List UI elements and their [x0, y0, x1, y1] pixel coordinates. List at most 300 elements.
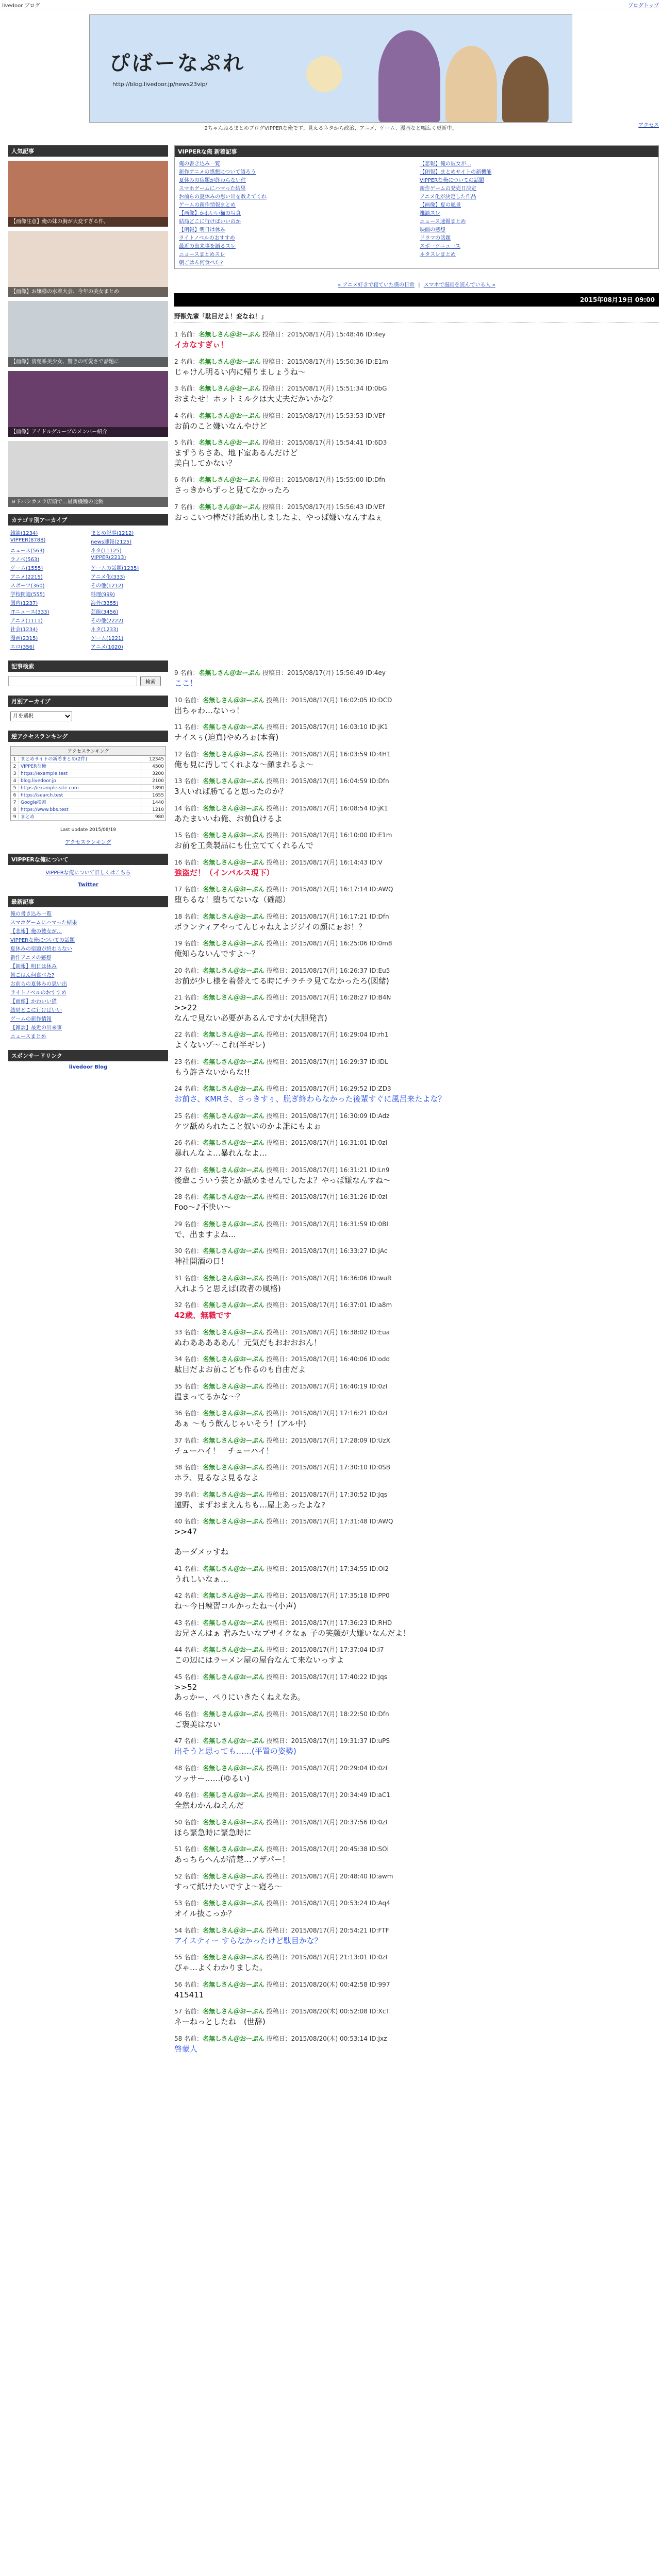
- site-header[interactable]: [89, 14, 572, 123]
- post: [174, 1490, 659, 1511]
- post-number: 28 名前：: [174, 1193, 203, 1200]
- rank-row[interactable]: [11, 792, 166, 799]
- post-number: 21 名前：: [174, 994, 203, 1001]
- post-number: 39 名前：: [174, 1490, 203, 1498]
- post-number: 56 名前：: [174, 1980, 203, 1988]
- post-body: >>22 なんで見ない必要があるんですか(大胆発言): [174, 1003, 327, 1023]
- post-header: [174, 1246, 659, 1255]
- post: [174, 1463, 659, 1483]
- poster-name: 名無しさん＠おーぷん: [203, 912, 264, 920]
- news-link[interactable]: ニュースまとめスレ: [179, 252, 225, 258]
- post-body: さっきからずっと見てなかったろ: [174, 485, 290, 495]
- archive-link[interactable]: 海外(3355): [91, 601, 119, 606]
- thumb-caption: 【画像注意】俺の妹の胸が大変すぎる件。: [8, 217, 168, 227]
- post-meta: 投稿日：2015/08/17(月) 16:08:54 ID:jK1: [264, 804, 388, 812]
- archive-link[interactable]: 社会(1234): [10, 627, 38, 633]
- archive-link[interactable]: ネタ(11125): [91, 548, 122, 554]
- post-meta: 投稿日：2015/08/17(月) 20:54:21 ID:FTF: [264, 1926, 389, 1934]
- post-meta: 投稿日：2015/08/17(月) 16:30:09 ID:Adz: [264, 1112, 390, 1120]
- popular-thumb[interactable]: [8, 371, 168, 437]
- post-meta: 投稿日：2015/08/17(月) 15:55:00 ID:Dfn: [260, 476, 385, 483]
- recent-article-link[interactable]: 朝ごはん何食べた?: [10, 973, 55, 978]
- archive-link[interactable]: その他(2222): [91, 618, 124, 624]
- post-meta: 投稿日：2015/08/17(月) 16:03:59 ID:4H1: [264, 750, 391, 758]
- post-body: >>52 あっかー、ぺりにいきたくねえなあ。: [174, 1682, 305, 1702]
- news-link[interactable]: スマホゲームにハマった結果: [179, 186, 246, 192]
- post-header: [174, 1736, 659, 1745]
- post: [174, 993, 659, 1023]
- post-number: 57 名前：: [174, 2008, 203, 2015]
- rank-site[interactable]: https://www.bbs.test: [21, 807, 69, 812]
- post: [174, 1084, 659, 1105]
- recent-article-link[interactable]: VIPPERな俺についての話題: [10, 938, 75, 943]
- recent-article-link[interactable]: 新作アニメの感想: [10, 955, 52, 961]
- post-meta: 投稿日：2015/08/17(月) 17:30:52 ID:Jqs: [264, 1490, 387, 1498]
- post-header: [174, 1463, 659, 1471]
- post: [174, 1219, 659, 1240]
- post-body: オイル抜こっか？: [174, 1909, 236, 1918]
- poster-name: 名無しさん＠おーぷん: [203, 1673, 264, 1681]
- poster-name: 名無しさん＠おーぷん: [203, 1592, 264, 1599]
- post-number: 53 名前：: [174, 1900, 203, 1907]
- post-meta: 投稿日：2015/08/17(月) 20:29:04 ID:0zI: [264, 1764, 388, 1772]
- poster-name: 名無しさん＠おーぷん: [203, 1926, 264, 1934]
- post-body: 415411: [174, 1990, 204, 1999]
- post: [174, 804, 659, 824]
- livedoor-badge[interactable]: livedoor Blog: [69, 1064, 108, 1070]
- post-header: [174, 1165, 659, 1174]
- post: [174, 966, 659, 987]
- post-meta: 投稿日：2015/08/17(月) 20:37:56 ID:0zI: [264, 1818, 388, 1826]
- post-meta: 投稿日：2015/08/17(月) 17:36:23 ID:RHD: [264, 1619, 392, 1626]
- poster-name: 名無しさん＠おーぷん: [203, 1410, 264, 1417]
- archive-link[interactable]: news速報(2125): [91, 539, 132, 545]
- post-body: 出ちゃわ…ないっ！: [174, 705, 244, 715]
- rank-number: 1: [11, 756, 19, 762]
- recent-article-link[interactable]: ニュースまとめ: [10, 1034, 46, 1040]
- recent-article-link[interactable]: お前らの夏休みの思い出: [10, 981, 67, 987]
- news-link[interactable]: 【悲報】俺の彼女が…: [420, 161, 471, 167]
- news-link[interactable]: 【朗報】明日は休み: [179, 227, 225, 233]
- post: [174, 357, 659, 378]
- archive-link[interactable]: その他(1212): [91, 583, 124, 589]
- post-number: 2 名前：: [174, 358, 199, 365]
- post: [174, 1564, 659, 1585]
- post-header: [174, 2034, 659, 2043]
- post-number: 11 名前：: [174, 723, 203, 731]
- post-meta: 投稿日：2015/08/17(月) 15:54:41 ID:6D3: [260, 439, 387, 446]
- access-link[interactable]: アクセス: [638, 123, 659, 128]
- poster-name: 名無しさん＠おーぷん: [198, 503, 261, 511]
- post-body: 出そうと思っても……(平置の姿勢): [174, 1747, 296, 1756]
- recent-article-link[interactable]: ゲームの新作情報: [10, 1016, 52, 1022]
- post-meta: 投稿日：2015/08/17(月) 15:50:36 ID:E1m: [260, 358, 388, 365]
- category-archive: [8, 514, 168, 653]
- archive-link[interactable]: 国内(1237): [10, 601, 38, 606]
- news-link[interactable]: 最近の出来事を語るスレ: [179, 244, 236, 249]
- post: [174, 475, 659, 496]
- post: [174, 1328, 659, 1348]
- archive-link[interactable]: 芸能(3456): [91, 609, 119, 615]
- post: [174, 1764, 659, 1784]
- poster-name: 名無しさん＠おーぷん: [198, 476, 261, 483]
- post-meta: 投稿日：2015/08/17(月) 18:22:50 ID:Dfn: [264, 1710, 389, 1718]
- rank-row[interactable]: [11, 756, 166, 763]
- post-body: ほら緊急時に緊急時に: [174, 1827, 252, 1837]
- post-body: 遠野、まずおまえんちも…屋上あったよな?: [174, 1500, 325, 1510]
- post-number: 27 名前：: [174, 1166, 203, 1174]
- post-number: 1 名前：: [174, 331, 199, 338]
- news-box: [174, 145, 659, 269]
- rank-link[interactable]: アクセスランキング: [65, 840, 111, 845]
- post-body: チューハイ！ チューハイ！: [174, 1446, 274, 1455]
- post-meta: 投稿日：2015/08/17(月) 15:53:53 ID:VEf: [260, 412, 385, 419]
- post-number: 55 名前：: [174, 1954, 203, 1961]
- rank-site[interactable]: Google検索: [21, 800, 46, 805]
- post-number: 17 名前：: [174, 886, 203, 893]
- post: [174, 330, 659, 350]
- post-number: 10 名前：: [174, 696, 203, 704]
- post-meta: 投稿日：2015/08/17(月) 15:48:46 ID:4ey: [260, 331, 386, 338]
- popular-thumb[interactable]: [8, 161, 168, 227]
- post-header: [174, 1564, 659, 1573]
- rank-site[interactable]: まとめサイトの新着まとめ(2件): [21, 757, 88, 762]
- recent-article-link[interactable]: スマホゲームにハマった結果: [10, 920, 77, 926]
- post: [174, 939, 659, 959]
- poster-name: 名無しさん＠おーぷん: [203, 1764, 264, 1772]
- post-header: [174, 1618, 659, 1627]
- post-meta: 投稿日：2015/08/17(月) 16:38:02 ID:Eua: [264, 1328, 390, 1336]
- rank-row[interactable]: [11, 814, 166, 821]
- post-header: [174, 939, 659, 947]
- news-link[interactable]: VIPPERな俺についての話題: [420, 178, 484, 183]
- poster-name: 名無しさん＠おーぷん: [203, 1710, 264, 1718]
- post-meta: 投稿日：2015/08/17(月) 17:40:22 ID:Jqs: [264, 1673, 387, 1681]
- rank-site[interactable]: https://example-site.com: [21, 786, 79, 791]
- archive-link[interactable]: アニメ(1111): [10, 618, 43, 624]
- poster-name: 名無しさん＠おーぷん: [203, 750, 264, 758]
- recent-article-link[interactable]: 【雑談】最近の出来事: [10, 1025, 62, 1031]
- post-meta: 投稿日：2015/08/17(月) 16:17:21 ID:Dfn: [264, 912, 389, 920]
- poster-name: 名無しさん＠おーぷん: [203, 2008, 264, 2015]
- archive-link[interactable]: エロ(356): [10, 645, 35, 650]
- post: [174, 1300, 659, 1321]
- rank-row[interactable]: [11, 763, 166, 770]
- archive-link[interactable]: 漫画(2315): [10, 636, 38, 641]
- archive-link[interactable]: アニメ(1020): [91, 645, 123, 650]
- poster-name: 名無しさん＠おーぷん: [203, 1166, 264, 1174]
- about-link[interactable]: VIPPERな俺について詳しくはこちら: [45, 870, 131, 876]
- post-header: [174, 1436, 659, 1445]
- rank-site[interactable]: まとめ: [21, 815, 35, 820]
- news-link[interactable]: ゲームの新作情報まとめ: [179, 202, 236, 208]
- post-number: 40 名前：: [174, 1518, 203, 1525]
- thumb-caption: ヨドバシカメラ店頭で…最新機種の比較: [8, 497, 168, 507]
- prev-article-link[interactable]: « アニメ好きで寝ていた僕の日常: [338, 282, 415, 288]
- poster-name: 名無しさん＠おーぷん: [203, 940, 264, 947]
- poster-name: 名無しさん＠おーぷん: [203, 696, 264, 704]
- poster-name: 名無しさん＠おーぷん: [203, 1818, 264, 1826]
- article-title[interactable]: 野獣先輩「駄目だよ！変なね！」: [174, 312, 659, 323]
- twitter-link[interactable]: Twitter: [78, 882, 98, 888]
- news-title: VIPPERな俺 新着記事: [175, 146, 658, 157]
- post-body: うれしいなぁ…: [174, 1574, 229, 1584]
- poster-name: 名無しさん＠おーぷん: [203, 1193, 264, 1200]
- post-header: [174, 858, 659, 867]
- blog-top-link[interactable]: ブログトップ: [628, 3, 659, 9]
- news-link[interactable]: 【朗報】まとめサイトの新機能: [420, 170, 492, 175]
- post-meta: 投稿日：2015/08/17(月) 16:40:06 ID:odd: [264, 1355, 390, 1363]
- post-meta: 投稿日：2015/08/17(月) 16:04:59 ID:Dfn: [264, 777, 389, 785]
- post: [174, 885, 659, 905]
- poster-name: 名無しさん＠おーぷん: [198, 669, 261, 676]
- rank-count: 4500: [141, 763, 166, 770]
- post-meta: 投稿日：2015/08/17(月) 16:29:04 ID:rh1: [264, 1031, 389, 1038]
- post-number: 33 名前：: [174, 1328, 203, 1336]
- archive-link[interactable]: ゲーム(1221): [91, 636, 124, 641]
- character-illustration: [378, 30, 440, 123]
- news-link[interactable]: 朝ごはん何食べた?: [179, 260, 223, 266]
- post-body: 啓蒙人: [174, 2044, 198, 2054]
- post-header: [174, 696, 659, 704]
- site-tagline: 2ちゃんねるまとめブログVIPPERな俺です。見えるネタから政治、アニメ、ゲーム、漫画など幅広く更新中。: [204, 126, 457, 131]
- news-link[interactable]: アニメ化が決定した作品: [420, 194, 476, 200]
- post-number: 48 名前：: [174, 1764, 203, 1772]
- post-number: 47 名前：: [174, 1737, 203, 1744]
- post-meta: 投稿日：2015/08/17(月) 16:40:19 ID:0zI: [264, 1382, 388, 1390]
- post-number: 35 名前：: [174, 1382, 203, 1390]
- post: [174, 1436, 659, 1456]
- news-link[interactable]: 新作ゲームの発売日決定: [420, 186, 476, 192]
- post-number: 9 名前：: [174, 669, 199, 676]
- post-meta: 投稿日：2015/08/17(月) 20:45:38 ID:SOi: [264, 1845, 389, 1853]
- poster-name: 名無しさん＠おーぷん: [203, 1085, 264, 1092]
- poster-name: 名無しさん＠おーぷん: [203, 1791, 264, 1799]
- post-meta: 投稿日：2015/08/17(月) 16:10:00 ID:E1m: [264, 832, 392, 839]
- poster-name: 名無しさん＠おーぷん: [203, 1436, 264, 1444]
- archive-link[interactable]: 雑談(1234): [10, 531, 38, 536]
- about-box: [8, 854, 168, 891]
- news-link[interactable]: ライトノベルのおすすめ: [179, 235, 235, 241]
- post: [174, 1111, 659, 1132]
- top-bar: [0, 0, 662, 9]
- post: [174, 2007, 659, 2027]
- post: [174, 1645, 659, 1666]
- post-number: 6 名前：: [174, 476, 199, 483]
- rank-row[interactable]: [11, 785, 166, 792]
- poster-name: 名無しさん＠おーぷん: [203, 832, 264, 839]
- post-body: >>47 あーダメッすね: [174, 1527, 229, 1556]
- news-link[interactable]: 【画像】夏の風景: [420, 202, 461, 208]
- post-meta: 投稿日：2015/08/20(木) 00:53:14 ID:Jxz: [264, 2035, 387, 2042]
- post-body: 3人いれば勝てると思ったのか？: [174, 787, 288, 796]
- month-select[interactable]: [10, 711, 72, 721]
- post-meta: 投稿日：2015/08/17(月) 16:31:59 ID:0BI: [264, 1220, 388, 1228]
- news-link[interactable]: 【画像】かわいい猫の写真: [179, 211, 241, 216]
- archive-link[interactable]: ニュース(563): [10, 548, 45, 554]
- post-header: [174, 1328, 659, 1336]
- post: [174, 1709, 659, 1730]
- post-number: 49 名前：: [174, 1791, 203, 1799]
- post: [174, 776, 659, 797]
- rank-site[interactable]: blog.livedoor.jp: [21, 778, 56, 784]
- month-archive: [8, 696, 168, 725]
- rank-site[interactable]: VIPPERな俺: [21, 764, 46, 769]
- news-link[interactable]: 新作アニメの感想について語ろう: [179, 170, 256, 175]
- post-header: [174, 1409, 659, 1417]
- post-meta: 投稿日：2015/08/17(月) 17:28:09 ID:UzX: [264, 1436, 390, 1444]
- rank-row[interactable]: [11, 799, 166, 806]
- post-body: 暴れんなよ…暴れんなよ…: [174, 1148, 268, 1158]
- post-number: 51 名前：: [174, 1845, 203, 1853]
- poster-name: 名無しさん＠おーぷん: [203, 1382, 264, 1390]
- post-header: [174, 1645, 659, 1654]
- poster-name: 名無しさん＠おーぷん: [203, 1220, 264, 1228]
- post-meta: 投稿日：2015/08/17(月) 16:31:26 ID:0zI: [264, 1193, 388, 1200]
- post-meta: 投稿日：2015/08/17(月) 16:03:10 ID:jK1: [264, 723, 388, 731]
- recent-article-link[interactable]: 【悲報】俺の彼女が…: [10, 929, 62, 935]
- popular-thumb[interactable]: [8, 301, 168, 367]
- post: [174, 384, 659, 404]
- post-meta: 投稿日：2015/08/17(月) 16:33:27 ID:jAc: [264, 1247, 388, 1255]
- archive-link[interactable]: アニメ(2215): [10, 574, 43, 580]
- archive-link[interactable]: VIPPER(8788): [10, 537, 46, 543]
- rank-row[interactable]: [11, 770, 166, 777]
- poster-name: 名無しさん＠おーぷん: [203, 777, 264, 785]
- post-gap: [174, 522, 659, 662]
- news-link[interactable]: ニュース速報まとめ: [420, 219, 466, 225]
- post-header: [174, 475, 659, 484]
- rank-row[interactable]: [11, 777, 166, 785]
- post-header: [174, 1084, 659, 1093]
- archive-link[interactable]: ゲームの話題(1235): [91, 566, 139, 571]
- recent-list: [8, 907, 168, 1045]
- post-meta: 投稿日：2015/08/17(月) 16:29:37 ID:lDL: [264, 1058, 388, 1065]
- post-body: ここ！: [174, 679, 198, 688]
- archive-link[interactable]: ラノベ(563): [10, 557, 40, 563]
- news-link[interactable]: 映画の感想: [420, 227, 445, 233]
- post-header: [174, 1274, 659, 1282]
- news-link[interactable]: 俺の書き込み一覧: [179, 161, 220, 167]
- rank-count: 1655: [141, 792, 166, 799]
- recent-article-link[interactable]: 【朗報】明日は休み: [10, 964, 57, 970]
- archive-link[interactable]: アニメ化(333): [91, 574, 125, 580]
- post-meta: 投稿日：2015/08/17(月) 15:56:43 ID:VEf: [260, 503, 385, 511]
- post-meta: 投稿日：2015/08/20(木) 00:42:58 ID:997: [264, 1980, 390, 1988]
- archive-link[interactable]: ゲーム(1555): [10, 566, 43, 571]
- post-body: お前を工業製品にも仕立ててくれるんで: [174, 841, 314, 850]
- rank-count: 1890: [141, 785, 166, 791]
- post-body: お前さ、KMRさ、さっきすぅ、脱ぎ終わらなかった後輩すぐに風呂来たよな？: [174, 1094, 446, 1104]
- post-header: [174, 1709, 659, 1718]
- archive-link[interactable]: 料理(999): [91, 592, 115, 598]
- rank-number: 7: [11, 799, 19, 806]
- archive-link[interactable]: ネタ(1233): [91, 627, 119, 633]
- archive-link[interactable]: ITニュース(333): [10, 609, 49, 615]
- site-url: http://blog.livedoor.jp/news23vip/: [112, 81, 208, 88]
- next-article-link[interactable]: スマホで漫画を読んでいる人 »: [423, 282, 495, 288]
- post-body: 強盗だ！（インパルス現下）: [174, 868, 274, 877]
- news-link[interactable]: 雑談スレ: [420, 211, 440, 216]
- post: [174, 1790, 659, 1811]
- site-logo[interactable]: ぴばーなぷれ: [109, 51, 245, 75]
- post: [174, 1030, 659, 1050]
- post-number: 3 名前：: [174, 385, 199, 392]
- recent-article-link[interactable]: ライトノベルのおすすめ: [10, 990, 67, 996]
- post-number: 43 名前：: [174, 1619, 203, 1626]
- post-meta: 投稿日：2015/08/17(月) 16:36:06 ID:wuR: [264, 1274, 392, 1282]
- poster-name: 名無しさん＠おーぷん: [198, 412, 261, 419]
- rank-count: 3200: [141, 770, 166, 777]
- news-link[interactable]: スポーツニュース: [420, 244, 460, 249]
- archive-link[interactable]: スポーツ(360): [10, 583, 45, 589]
- recent-article-link[interactable]: 【画像】かわいい猫: [10, 999, 57, 1005]
- post-meta: 投稿日：2015/08/17(月) 16:17:14 ID:AWQ: [264, 886, 393, 893]
- rank-site[interactable]: https://example.test: [21, 771, 68, 776]
- post-number: 22 名前：: [174, 1031, 203, 1038]
- news-link[interactable]: 結局どこに行けばいいのか: [179, 219, 241, 225]
- post-number: 36 名前：: [174, 1410, 203, 1417]
- search-input[interactable]: [8, 676, 137, 686]
- post-body: ホラ、見るなよ見るなよ: [174, 1473, 259, 1482]
- post-body: お兄さんはぁ 君みたいなブサイクなぁ 子の笑顔が大嫌いなんだよ！: [174, 1628, 411, 1638]
- post: [174, 438, 659, 468]
- post-header: [174, 668, 659, 677]
- archive-link[interactable]: 学校関連(555): [10, 592, 45, 598]
- news-col-right: [420, 160, 654, 267]
- archive-link[interactable]: まとめ記事(1212): [91, 531, 134, 536]
- poster-name: 名無しさん＠おーぷん: [203, 1490, 264, 1498]
- post-body: ぴゃ…よくわかりました。: [174, 1963, 268, 1972]
- news-link[interactable]: お前らの夏休みの思い出を教えてくれ: [179, 194, 267, 200]
- post-meta: 投稿日：2015/08/17(月) 20:53:24 ID:Aq4: [264, 1900, 390, 1907]
- rank-row[interactable]: [11, 806, 166, 814]
- post-body: 俺知らないんですよ〜？: [174, 949, 260, 958]
- post: [174, 1192, 659, 1213]
- poster-name: 名無しさん＠おーぷん: [198, 385, 261, 392]
- recent-title: 最新記事: [8, 896, 168, 907]
- popular-title: 人気記事: [8, 145, 168, 157]
- recent-article-link[interactable]: 結局どこに行けばいい: [10, 1008, 62, 1013]
- post-number: 18 名前：: [174, 912, 203, 920]
- post-body: 堕ちるな！堕ちてないな（確認）: [174, 895, 290, 904]
- recent-article-link[interactable]: 夏休みの宿題が終わらない: [10, 946, 72, 952]
- news-link[interactable]: ネタスレまとめ: [420, 252, 456, 258]
- search-button[interactable]: 検索: [140, 676, 161, 686]
- livedoor-link[interactable]: livedoor ブログ: [2, 3, 40, 9]
- archive-link[interactable]: VIPPER(2213): [91, 555, 126, 561]
- rank-count: 2100: [141, 777, 166, 784]
- poster-name: 名無しさん＠おーぷん: [203, 1619, 264, 1626]
- news-link[interactable]: ドラマの話題: [420, 235, 451, 241]
- post-header: [174, 776, 659, 785]
- post-meta: 投稿日：2015/08/17(月) 16:28:27 ID:B4N: [264, 994, 391, 1001]
- post-header: [174, 1591, 659, 1600]
- sponsored-box: [8, 1050, 168, 1073]
- poster-name: 名無しさん＠おーぷん: [203, 1112, 264, 1120]
- post-header: [174, 1138, 659, 1147]
- post-body: 42歳、無職です: [174, 1311, 231, 1320]
- rank-site[interactable]: https://search.test: [21, 793, 63, 798]
- popular-thumb[interactable]: [8, 231, 168, 297]
- post-body: 全然わかんねえんだ: [174, 1801, 244, 1810]
- popular-thumb[interactable]: [8, 441, 168, 507]
- post-number: 5 名前：: [174, 439, 199, 446]
- poster-name: 名無しさん＠おーぷん: [198, 439, 261, 446]
- news-link[interactable]: 夏休みの宿題が終わらない件: [179, 178, 246, 183]
- post-header: [174, 750, 659, 758]
- recent-article-link[interactable]: 俺の書き込み一覧: [10, 911, 52, 917]
